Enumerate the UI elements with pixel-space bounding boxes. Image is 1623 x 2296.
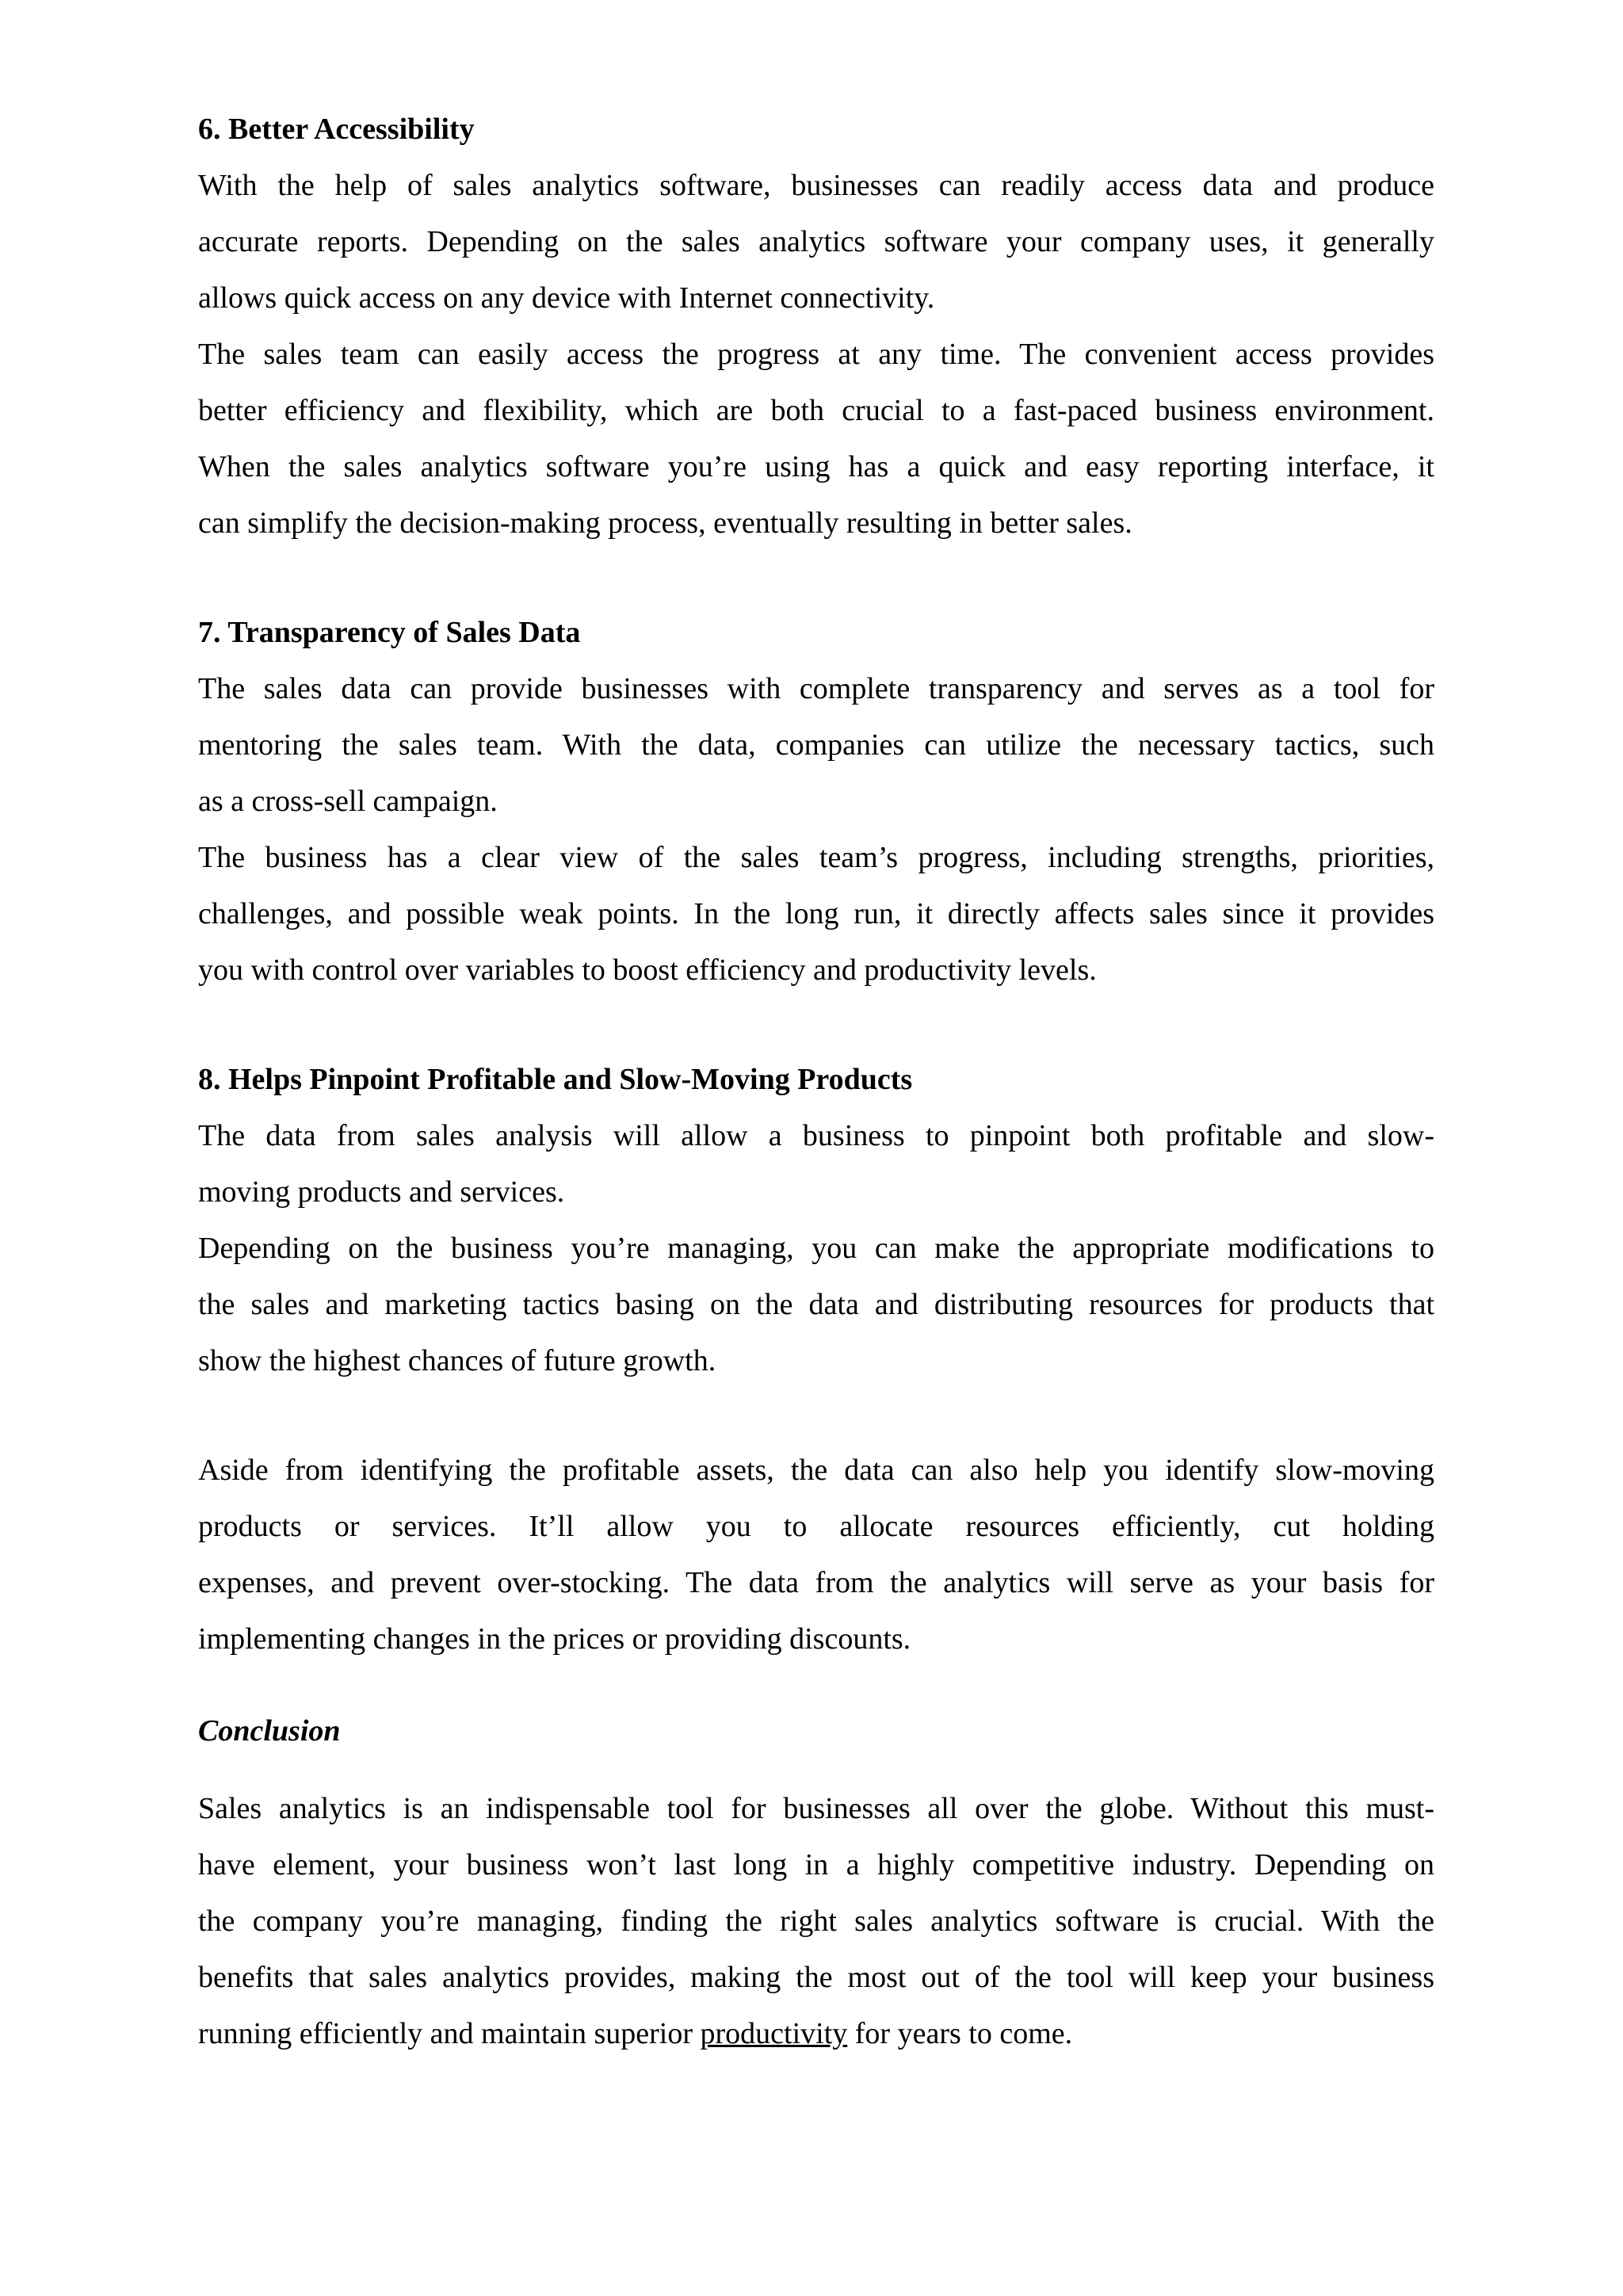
paragraph-spacer (198, 1389, 1434, 1442)
body-line: show the highest chances of future growth. (198, 1344, 716, 1377)
body-line: allows quick access on any device with Internet connectivity. (198, 281, 935, 315)
text-segment: for years to come. (847, 2017, 1073, 2050)
section-7-heading: 7. Transparency of Sales Data (198, 616, 581, 649)
body-line: can simplify the decision-making process, eventually resulting in better sales. (198, 506, 1132, 540)
body-line: Depending on the business you’re managing, you can make the appropriate modifications to (198, 1232, 1434, 1265)
body-line: When the sales analytics software you’re using has a quick and easy reporting interface, it (198, 450, 1434, 483)
productivity-link[interactable]: productivity (700, 2017, 848, 2050)
body-line: The sales team can easily access the progress at any time. The convenient access provides (198, 338, 1434, 371)
body-line-with-link (198, 2006, 1434, 2062)
body-line: Sales analytics is an indispensable tool for businesses all over the globe. Without this must- (198, 1792, 1434, 1825)
body-line: The data from sales analysis will allow a business to pinpoint both profitable and slow- (198, 1119, 1434, 1152)
paragraph-spacer (198, 1668, 1434, 1703)
body-line: challenges, and possible weak points. In the long run, it directly affects sales since it provides (198, 897, 1434, 930)
body-line: you with control over variables to boost efficiency and productivity levels. (198, 953, 1097, 987)
body-line: as a cross-sell campaign. (198, 785, 498, 818)
body-line: mentoring the sales team. With the data, companies can utilize the necessary tactics, such (198, 728, 1434, 762)
body-line: implementing changes in the prices or providing discounts. (198, 1622, 911, 1656)
body-line: benefits that sales analytics provides, making the most out of the tool will keep your business (198, 1961, 1434, 1994)
section-8-heading: 8. Helps Pinpoint Profitable and Slow-Moving Products (198, 1063, 913, 1096)
text-segment: running efficiently and maintain superior (198, 2017, 701, 2050)
body-line: Aside from identifying the profitable assets, the data can also help you identify slow-moving (198, 1454, 1434, 1487)
section-6-heading: 6. Better Accessibility (198, 113, 475, 146)
paragraph-spacer (198, 999, 1434, 1052)
conclusion-heading: Conclusion (198, 1714, 341, 1748)
body-line: The sales data can provide businesses with complete transparency and serves as a tool for (198, 672, 1434, 705)
body-line: better efficiency and flexibility, which are both crucial to a fast-paced business environment. (198, 394, 1434, 427)
body-line: accurate reports. Depending on the sales analytics software your company uses, it generally (198, 225, 1434, 258)
body-line: the sales and marketing tactics basing on the data and distributing resources for products that (198, 1288, 1434, 1321)
body-line: have element, your business won’t last long in a highly competitive industry. Depending on (198, 1848, 1434, 1881)
body-line: the company you’re managing, finding the right sales analytics software is crucial. With the (198, 1904, 1434, 1938)
body-line: With the help of sales analytics software, businesses can readily access data and produce (198, 169, 1434, 202)
body-line: expenses, and prevent over-stocking. The data from the analytics will serve as your basis for (198, 1566, 1434, 1599)
paragraph-spacer (198, 552, 1434, 605)
body-line: The business has a clear view of the sales team’s progress, including strengths, priorities, (198, 841, 1434, 874)
body-line: products or services. It’ll allow you to allocate resources efficiently, cut holding (198, 1510, 1434, 1543)
body-line: moving products and services. (198, 1175, 565, 1209)
paragraph-spacer (198, 1759, 1434, 1781)
document-page (198, 101, 1434, 2062)
